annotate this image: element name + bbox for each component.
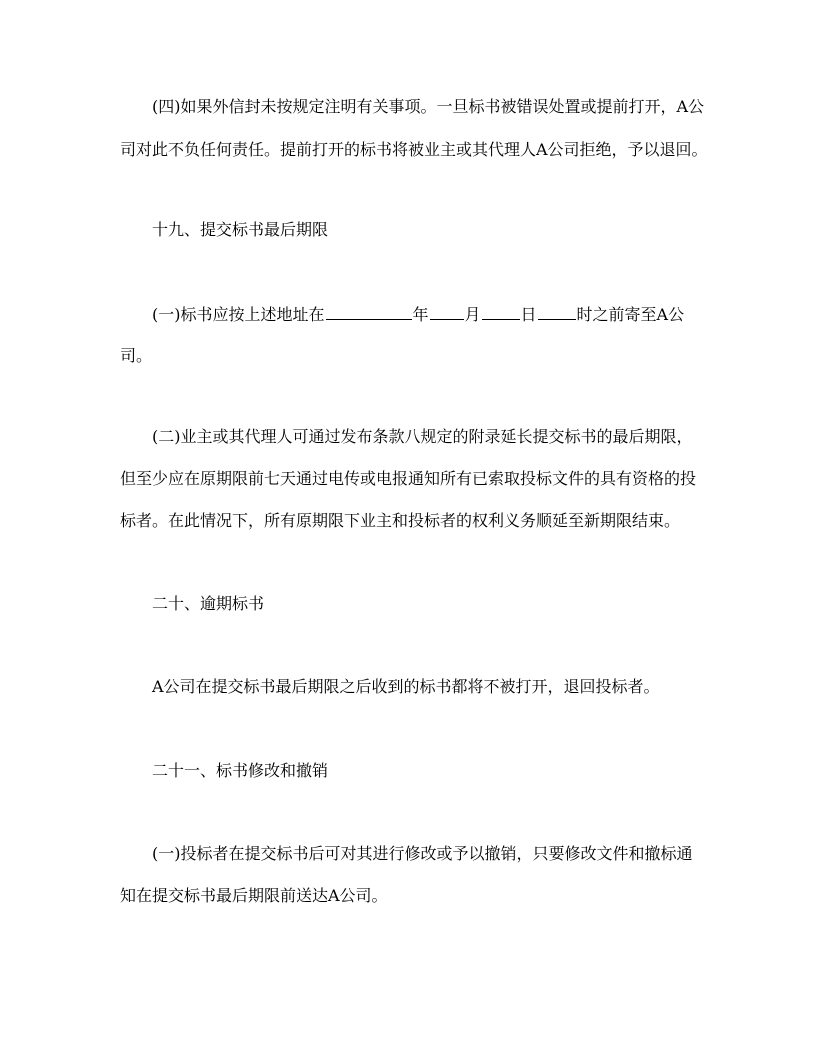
month-label: 月	[464, 305, 481, 324]
deadline-prefix: (一)标书应按上述地址在	[152, 305, 325, 324]
hour-blank	[538, 303, 576, 320]
section-19-heading: 十九、提交标书最后期限	[152, 220, 329, 239]
year-label: 年	[412, 305, 429, 324]
section-19-paragraph-2-line-3: 标者。在此情况下，所有原期限下业主和投标者的权利义务顺延至新期限结束。	[120, 511, 681, 530]
section-21-paragraph-1-line-2: 知在提交标书最后期限前送达A公司。	[120, 886, 388, 905]
deadline-suffix: 时之前寄至A公	[576, 305, 685, 324]
paragraph-4-line-2: 司对此不负任何责任。提前打开的标书将被业主或其代理人A公司拒绝，予以退回。	[120, 140, 708, 159]
year-blank	[326, 303, 412, 320]
section-20-heading: 二十、逾期标书	[152, 594, 265, 613]
section-19-paragraph-1-line-2: 司。	[120, 346, 153, 365]
section-19-paragraph-2-line-1: (二)业主或其代理人可通过发布条款八规定的附录延长提交标书的最后期限，	[152, 427, 693, 446]
day-blank	[482, 303, 520, 320]
section-21-heading: 二十一、标书修改和撤销	[152, 761, 329, 780]
section-21-paragraph-1-line-1: (一)投标者在提交标书后可对其进行修改或予以撤销，只要修改文件和撤标通	[152, 844, 693, 863]
section-19-paragraph-2-line-2: 但至少应在原期限前七天通过电传或电报通知所有已索取投标文件的具有资格的投	[120, 469, 697, 488]
paragraph-4-line-1: (四)如果外信封未按规定注明有关事项。一旦标书被错误处置或提前打开，A公	[152, 97, 705, 116]
section-19-paragraph-1-line-1	[152, 303, 684, 325]
day-label: 日	[520, 305, 537, 324]
month-blank	[430, 303, 464, 320]
section-20-text: A公司在提交标书最后期限之后收到的标书都将不被打开，退回投标者。	[152, 677, 660, 696]
